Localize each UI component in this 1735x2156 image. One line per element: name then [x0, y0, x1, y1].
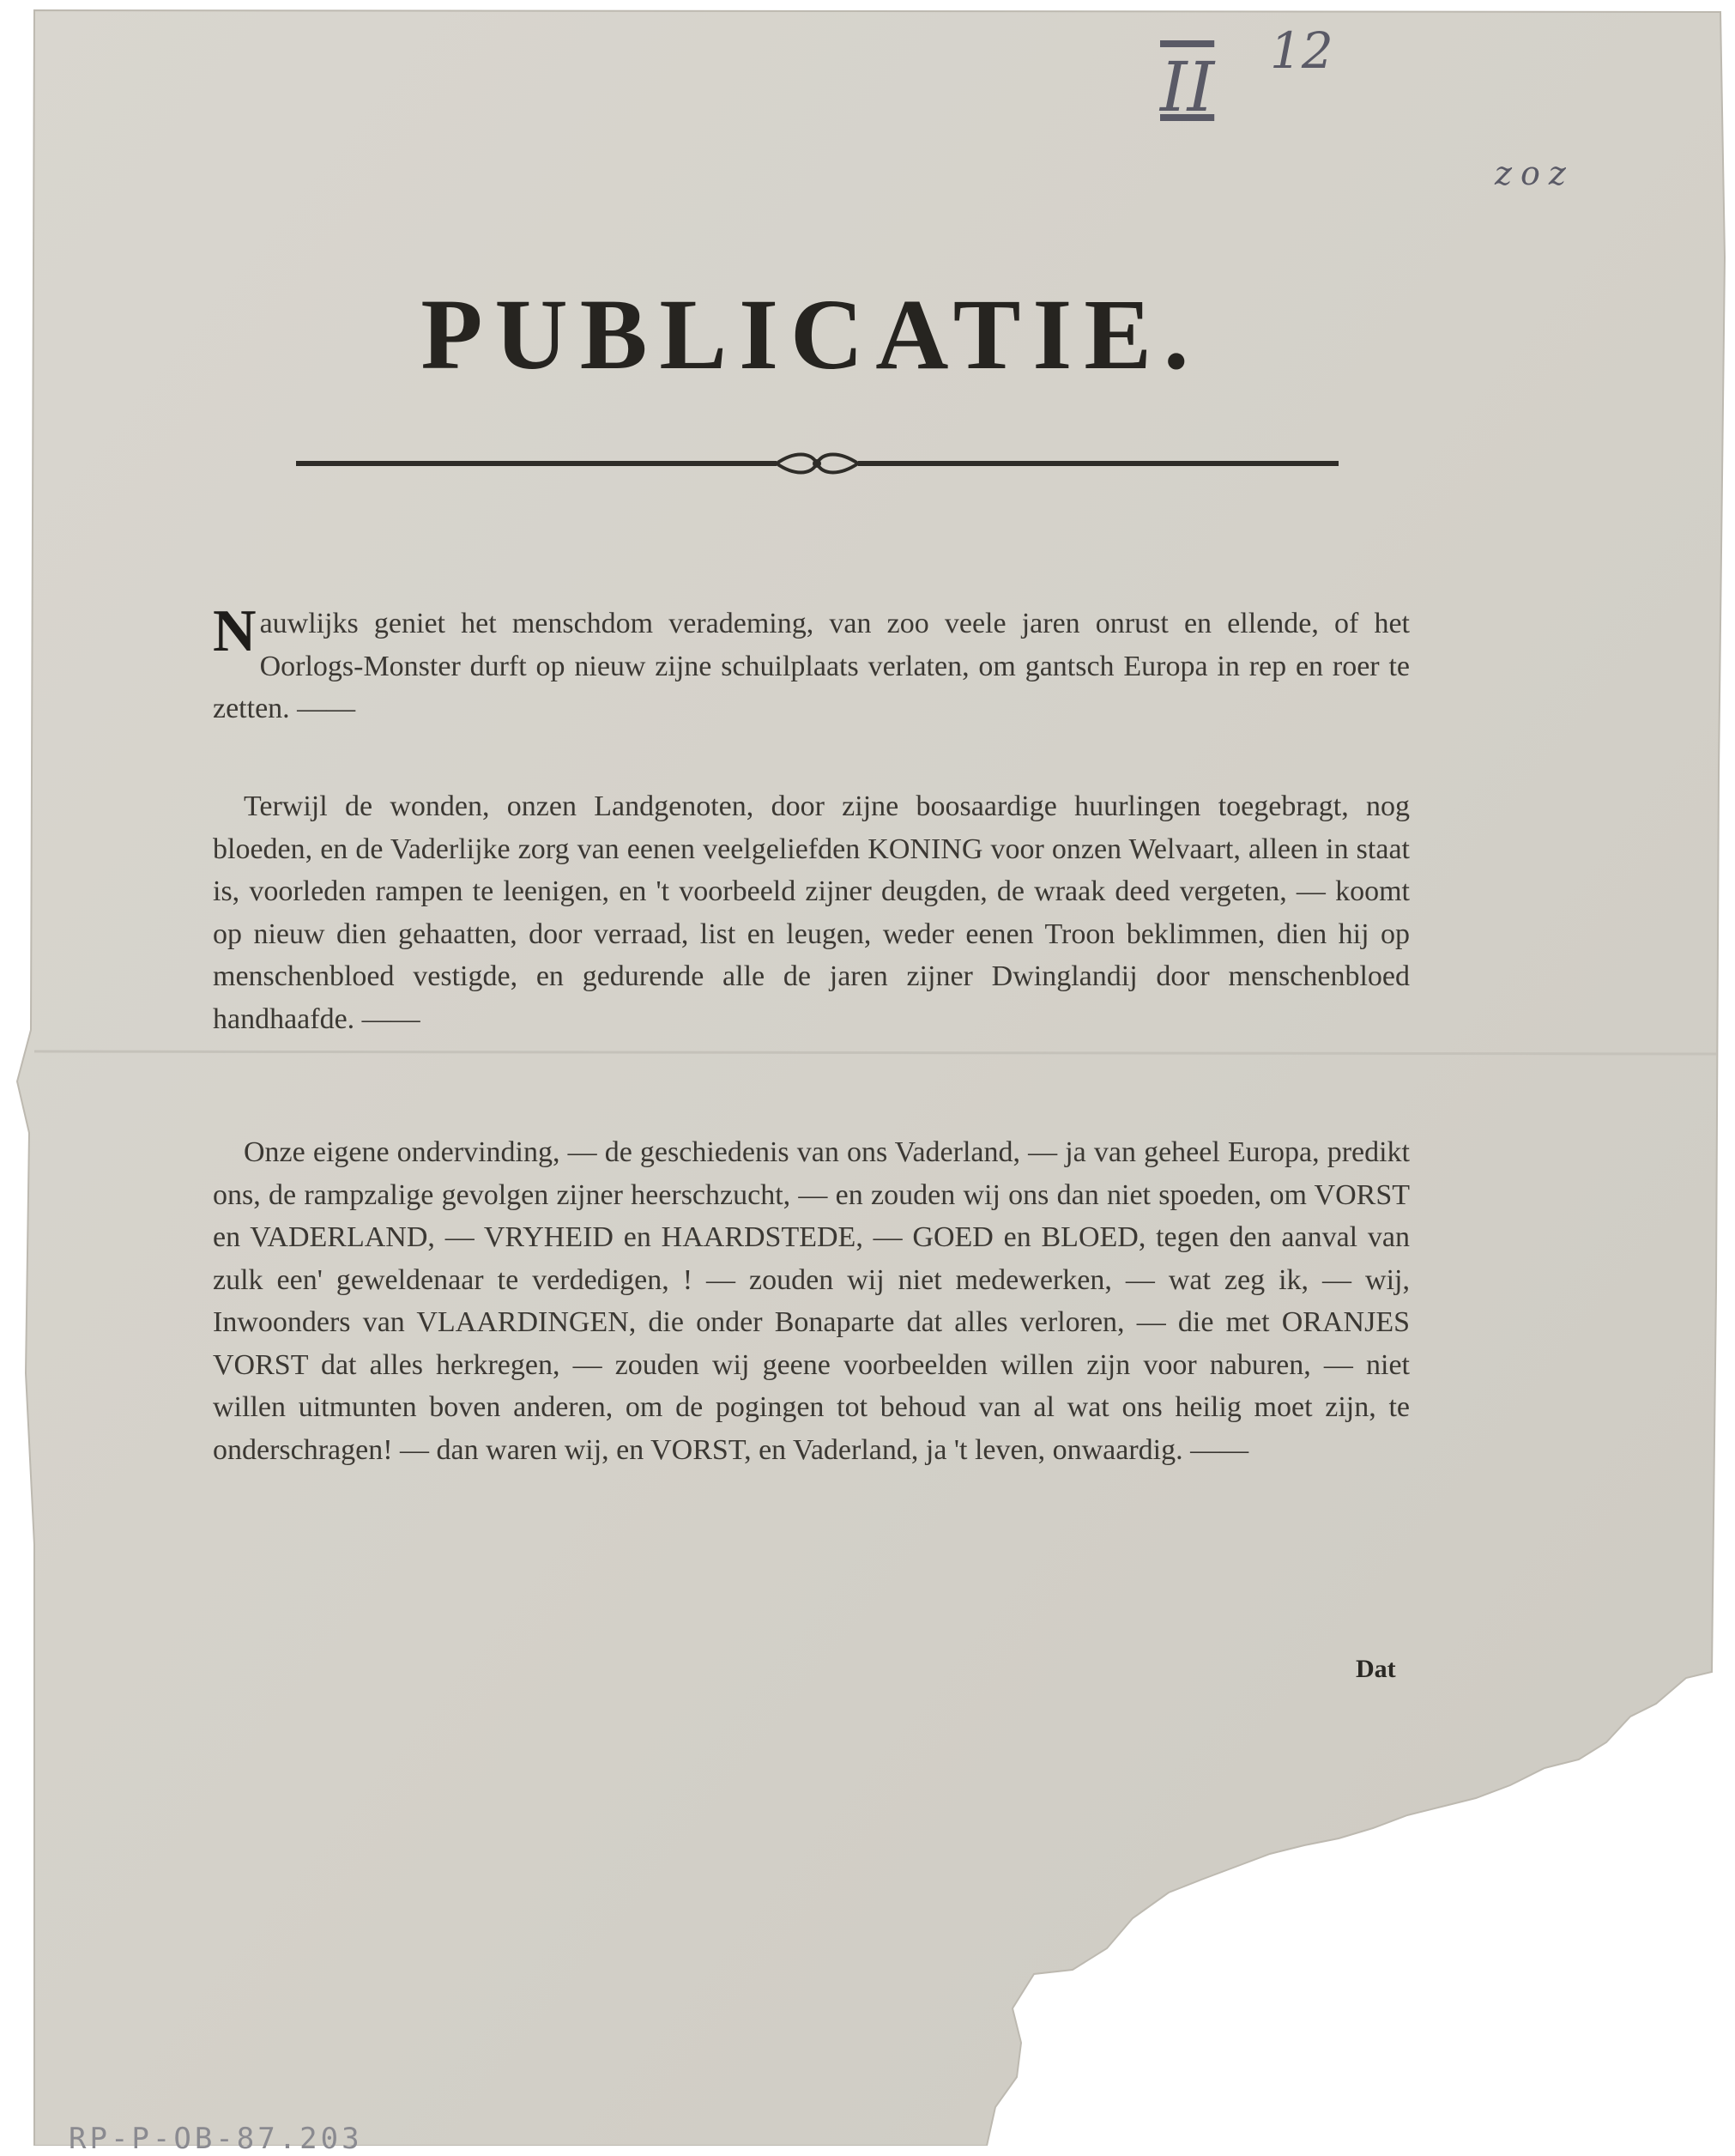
number-annotation: 12 [1270, 21, 1333, 80]
drop-cap: N [213, 598, 257, 664]
paragraph-1-text: auwlijks geniet het menschdom verademing, van zoo veele jaren onrust en ellende, of het Oorlogs-Monster durft op nieuw zijne schuilplaats verlaten, om gantsch Europa in rep en roer te zetten. —— [213, 608, 1410, 724]
roman-numeral-annotation: II [1160, 47, 1215, 127]
paragraph-3: Onze eigene ondervinding, — de geschiedenis van ons Vaderland, — ja van geheel Europa, predikt ons, de rampzalige gevolgen zijner heerschzucht, — en zouden wij ons dan niet spoeden, om VORST en VADERLAND, — VRYHEID en HAARDSTEDE, — GOED en BLOED, tegen den aanval van zulk een' geweldenaar te verdedigen, ! — zouden wij niet medewerken, — wat zeg ik, — wij, Inwoonders van VLAARDINGEN, die onder Bonaparte dat alles verloren, — die met ORANJES VORST dat alles herkregen, — zouden wij geene voorbeelden willen zijn voor naburen, — niet willen uitmunten boven anderen, om de pogingen tot behoud van al wat ons heilig moet zijn, te onderschragen! — dan waren wij, en VORST, en Vaderland, ja 't leven, onwaardig. —— [213, 1136, 1410, 1466]
paragraph-2: Terwijl de wonden, onzen Landgenoten, door zijne boosaardige huurlingen toegebragt, nog bloeden, en de Vaderlijke zorg van eenen veelgeliefden KONING voor onzen Welvaart, alleen in staat is, voorleden rampen te leenigen, en 't voorbeeld zijner deugden, de wraak deed vergeten, — koomt op nieuw dien gehaatten, door verraad, list en leugen, weder eenen Troon beklimmen, dien hij op menschenbloed vestigde, en gedurende alle de jaren zijner Dwinglandij door menschenbloed handhaafde. —— [213, 790, 1410, 1035]
code-annotation: zoz [1495, 154, 1575, 192]
ornamental-rule [296, 448, 1339, 479]
paragraph-1 [213, 598, 1410, 730]
inventory-label: RP-P-OB-87.203 [69, 2122, 363, 2156]
catchword: Dat [1356, 1655, 1396, 1683]
page-title: PUBLICATIE. [420, 278, 1201, 391]
